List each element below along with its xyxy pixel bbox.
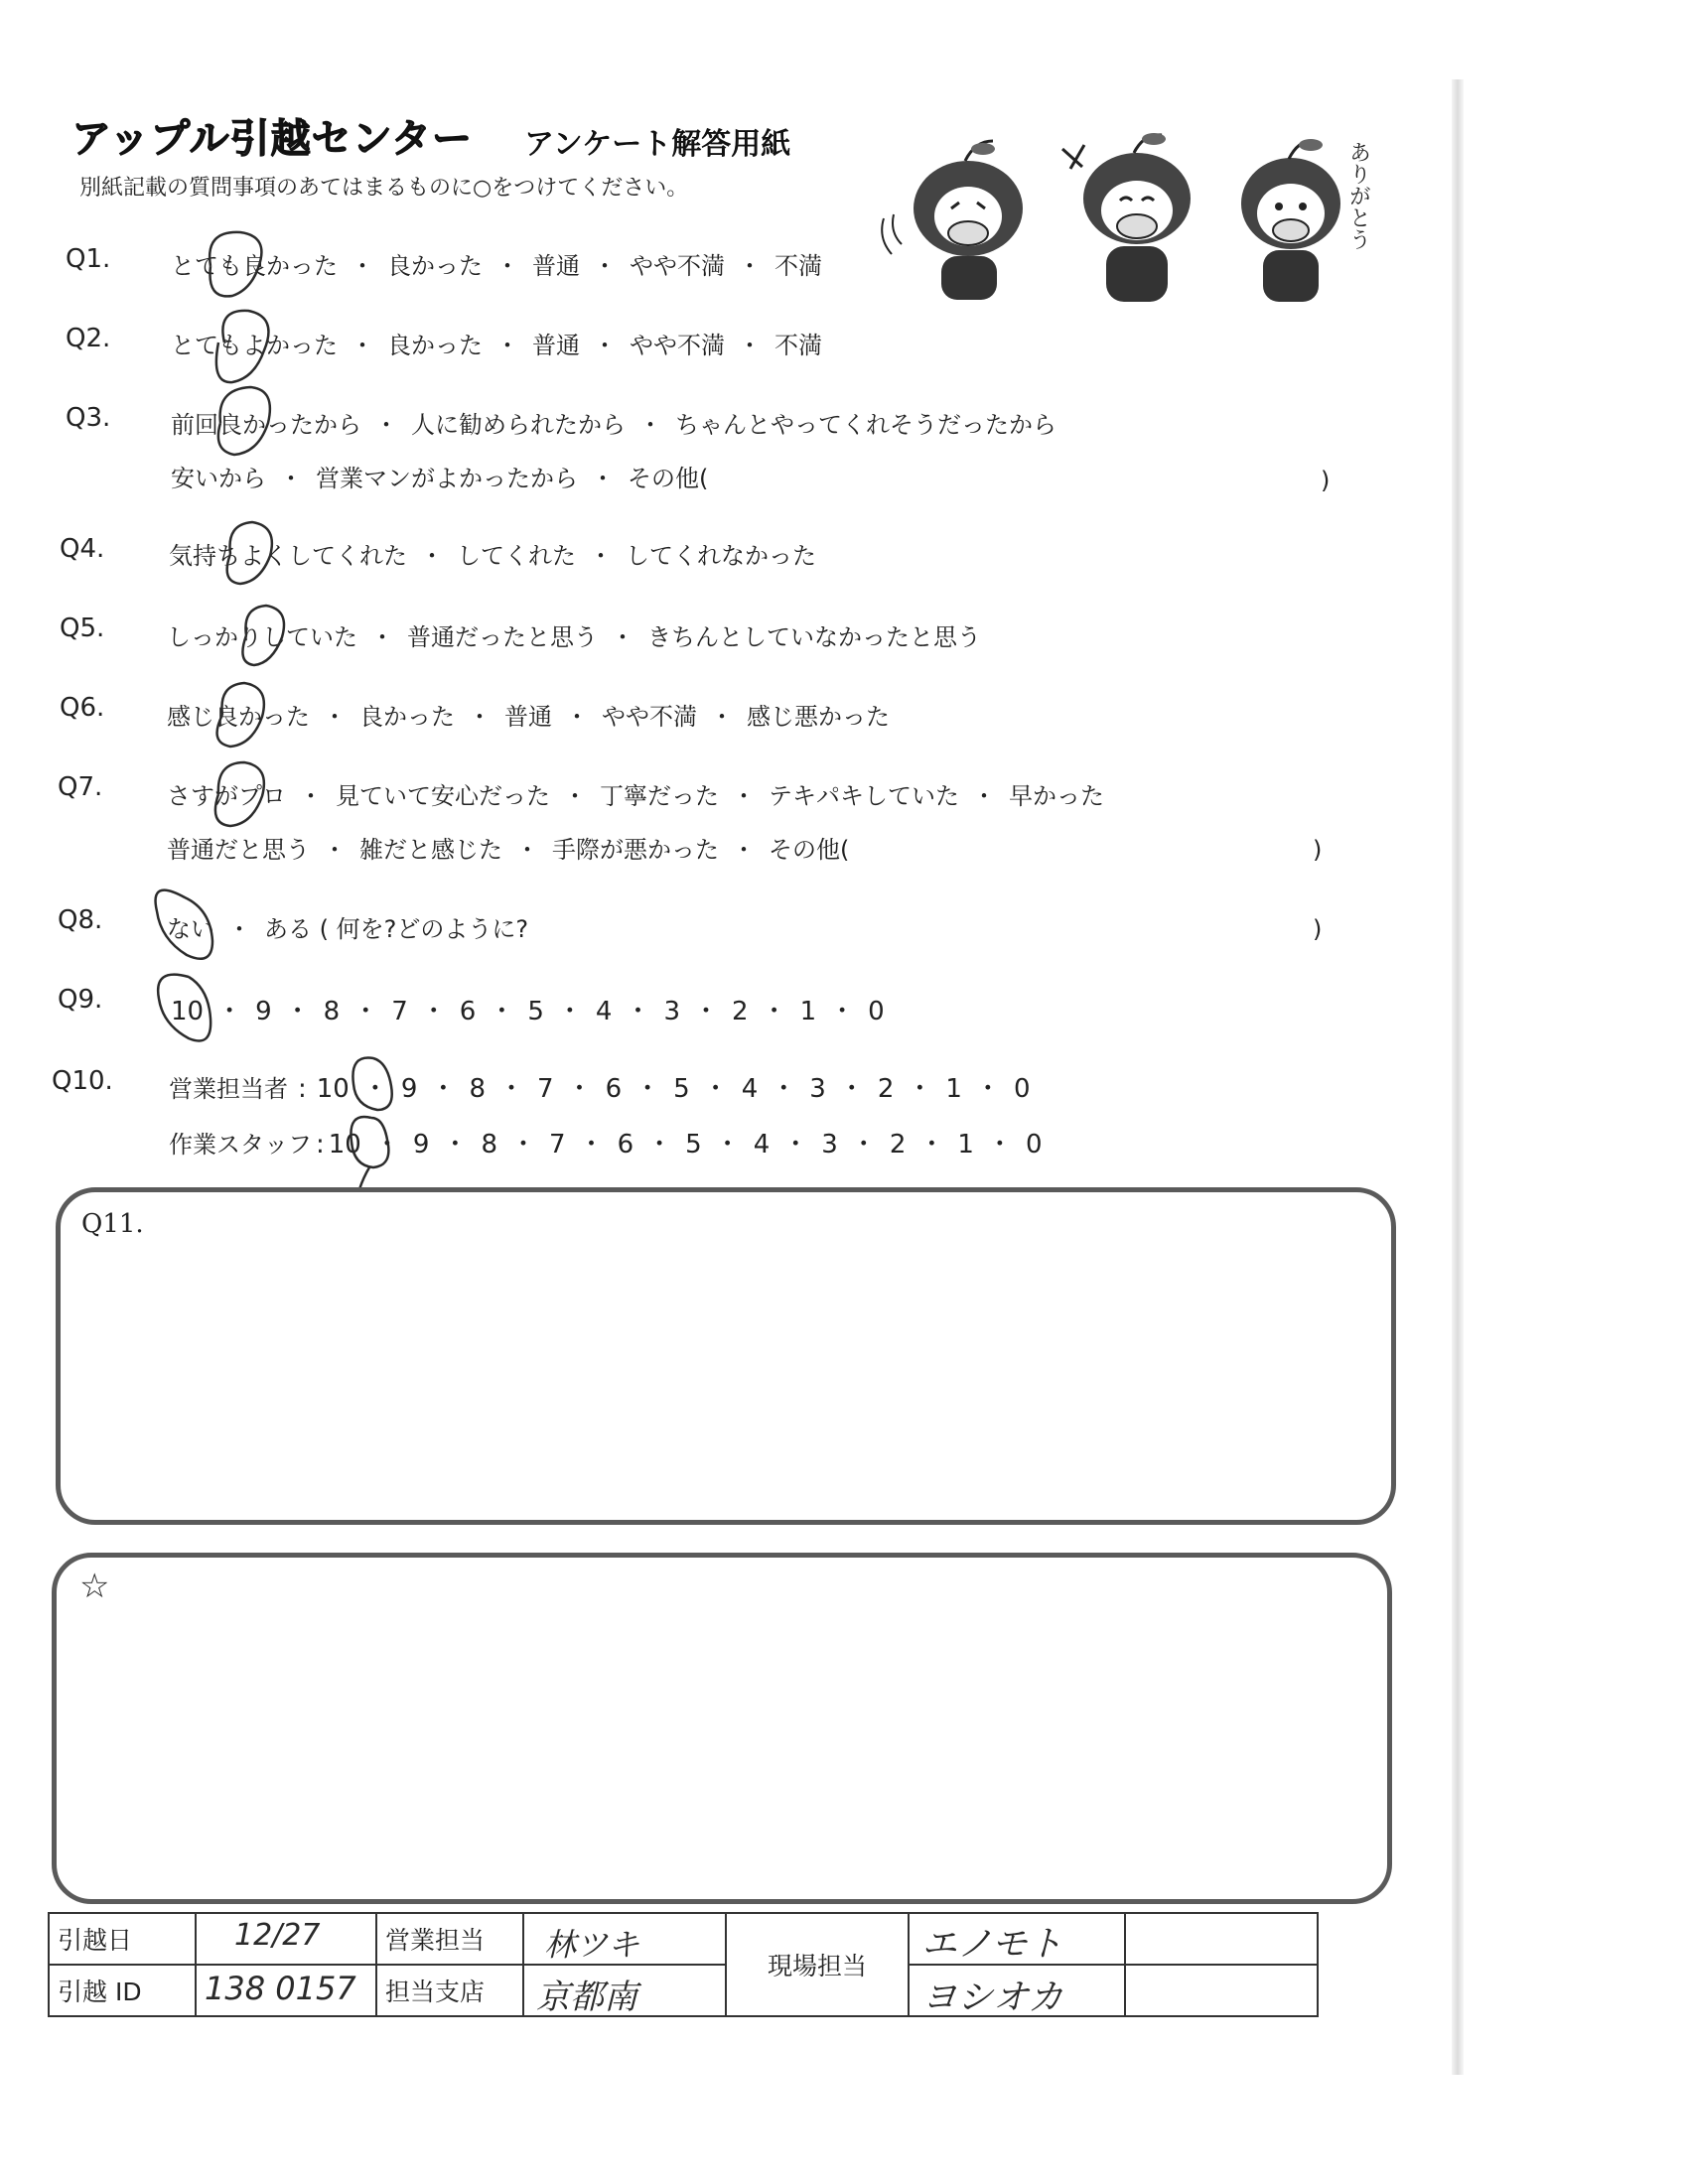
q7-option[interactable]: さすがプロ xyxy=(167,782,286,810)
q7-options-line2: 普通だと思う ・ 雑だと感じた ・ 手際が悪かった ・ その他( xyxy=(167,830,849,865)
q5-options: しっかりしていた ・ 普通だったと思う ・ きちんとしていなかったと思う xyxy=(167,617,981,652)
q11-label: Q11. xyxy=(81,1209,144,1239)
q10-staff-score[interactable]: 3 xyxy=(821,1130,838,1160)
q10-sales-score[interactable]: 8 xyxy=(469,1074,486,1104)
q7-option[interactable]: 普通だと思う xyxy=(167,836,310,864)
move-id-value: 138 0157 xyxy=(205,1970,356,2007)
q7-option[interactable]: 見ていて安心だった xyxy=(336,782,550,810)
q6-options: 感じ良かった ・ 良かった ・ 普通 ・ やや不満 ・ 感じ悪かった xyxy=(167,697,890,732)
q1-option[interactable]: 良かった xyxy=(387,252,483,280)
site-rep-label: 現場担当 xyxy=(726,1913,909,2016)
blank-cell-1 xyxy=(1125,1913,1318,1965)
q5-option[interactable]: きちんとしていなかったと思う xyxy=(647,623,981,651)
page-edge-shadow xyxy=(1452,79,1464,2075)
q9-label: Q9. xyxy=(58,985,103,1015)
move-info-table xyxy=(48,1912,1319,2017)
q2-option[interactable]: とてもよかった xyxy=(171,332,338,359)
q9-score[interactable]: 4 xyxy=(595,997,613,1026)
q10-staff-score[interactable]: 6 xyxy=(617,1130,634,1160)
q9-score[interactable]: 9 xyxy=(255,997,272,1026)
mascot-right xyxy=(1241,139,1340,302)
q9-score[interactable]: 8 xyxy=(323,997,341,1026)
q10-sales-score[interactable]: 7 xyxy=(537,1074,554,1104)
q9-score[interactable]: 10 xyxy=(171,997,205,1026)
q6-option[interactable]: 感じ悪かった xyxy=(747,703,890,731)
q7-options: さすがプロ ・ 見ていて安心だった ・ 丁寧だった ・ テキパキしていた ・ 早かった xyxy=(167,776,1104,811)
q7-option[interactable]: 丁寧だった xyxy=(600,782,719,810)
q1-option[interactable]: 不満 xyxy=(774,252,822,280)
star-label: ☆ xyxy=(79,1567,110,1606)
q10-sales-score[interactable]: 0 xyxy=(1013,1074,1031,1104)
q3-option-other[interactable]: その他( xyxy=(628,465,709,492)
q10-sales-score[interactable]: 10 xyxy=(316,1074,350,1104)
mascot-middle xyxy=(1062,133,1191,302)
q8-label: Q8. xyxy=(58,905,103,935)
q3-options: 前回良かったから ・ 人に勧められたから ・ ちゃんとやってくれそうだったから xyxy=(171,405,1056,440)
q2-option[interactable]: 普通 xyxy=(532,332,580,359)
site-rep-cell-1 xyxy=(909,1913,1125,1965)
q5-label: Q5. xyxy=(60,614,105,643)
q10-sales-score[interactable]: 2 xyxy=(877,1074,895,1104)
move-id-label: 引越 ID xyxy=(49,1965,196,2016)
q2-option[interactable]: 不満 xyxy=(774,332,822,359)
q3-option[interactable]: 安いから xyxy=(171,465,266,492)
q1-option[interactable]: やや不満 xyxy=(630,252,725,280)
q7-option-other[interactable]: その他( xyxy=(769,836,850,864)
q7-option[interactable]: 手際が悪かった xyxy=(552,836,719,864)
mascot-illustration xyxy=(874,119,1390,318)
branch-cell xyxy=(523,1965,726,2016)
q10-row-name: 作業スタッフ xyxy=(169,1131,312,1159)
sales-rep-label: 営業担当 xyxy=(376,1913,523,1965)
q10-staff-score[interactable]: 5 xyxy=(685,1130,702,1160)
q8-option-other[interactable]: ある ( 何を?どのように? xyxy=(264,915,529,943)
q10-row-sales: 営業担当者 : 10 ・ 9 ・ 8 ・ 7 ・ 6 ・ 5 ・ 4 ・ 3 ・ 2 ・ 1 ・ 0 xyxy=(169,1074,1031,1104)
q1-option[interactable]: 普通 xyxy=(532,252,580,280)
q9-score[interactable]: 0 xyxy=(868,997,885,1026)
move-date-label: 引越日 xyxy=(49,1913,196,1965)
q4-option[interactable]: してくれた xyxy=(457,542,576,570)
q10-label: Q10. xyxy=(52,1066,113,1096)
q6-label: Q6. xyxy=(60,693,105,723)
q10-row-staff: 作業スタッフ : 10 ・ 9 ・ 8 ・ 7 ・ 6 ・ 5 ・ 4 ・ 3 ・ 2 ・ 1 ・ 0 xyxy=(169,1130,1043,1160)
q6-option[interactable]: 良かった xyxy=(359,703,455,731)
q2-options: とてもよかった ・ 良かった ・ 普通 ・ やや不満 ・ 不満 xyxy=(171,326,822,360)
q3-option[interactable]: 人に勧められたから xyxy=(411,411,626,439)
q9-score[interactable]: 2 xyxy=(732,997,749,1026)
q10-sales-score[interactable]: 4 xyxy=(741,1074,759,1104)
move-id-cell xyxy=(196,1965,376,2016)
star-comment-box[interactable] xyxy=(52,1553,1392,1904)
q10-staff-score[interactable]: 8 xyxy=(481,1130,497,1160)
q4-option[interactable]: してくれなかった xyxy=(626,542,816,570)
q10-staff-score[interactable]: 0 xyxy=(1025,1130,1043,1160)
q10-row-name: 営業担当者 xyxy=(169,1075,288,1103)
q5-option[interactable]: 普通だったと思う xyxy=(407,623,598,651)
q6-option[interactable]: 普通 xyxy=(504,703,552,731)
mascot-left xyxy=(882,141,1023,300)
site-rep-value-1: エノモト xyxy=(921,1924,1063,1965)
q7-option[interactable]: 早かった xyxy=(1009,782,1104,810)
q4-label: Q4. xyxy=(60,534,105,564)
q8-close-paren: ) xyxy=(1313,915,1323,943)
form-subtitle: アンケート解答用紙 xyxy=(524,127,791,162)
move-date-value: 12/27 xyxy=(234,1918,321,1953)
sales-rep-value: 林ツキ xyxy=(544,1926,640,1964)
q2-option[interactable]: 良かった xyxy=(387,332,483,359)
q6-option[interactable]: やや不満 xyxy=(602,703,697,731)
q3-label: Q3. xyxy=(66,403,111,433)
site-rep-cell-2 xyxy=(909,1965,1125,2016)
q9-score[interactable]: 7 xyxy=(391,997,408,1026)
q3-close-paren: ) xyxy=(1321,467,1331,494)
q10-staff-score[interactable]: 2 xyxy=(889,1130,907,1160)
q4-option[interactable]: 気持ちよくしてくれた xyxy=(169,542,407,570)
q9-score[interactable]: 5 xyxy=(527,997,544,1026)
q10-sales-score[interactable]: 9 xyxy=(400,1074,418,1104)
q5-option[interactable]: しっかりしていた xyxy=(167,623,357,651)
q10-sales-score[interactable]: 5 xyxy=(673,1074,690,1104)
q1-label: Q1. xyxy=(66,244,111,274)
q3-options-line2: 安いから ・ 営業マンがよかったから ・ その他( xyxy=(171,459,708,493)
branch-label: 担当支店 xyxy=(376,1965,523,2016)
site-rep-value-2: ヨシオカ xyxy=(921,1978,1063,2018)
q9-scores: 10 ・ 9 ・ 8 ・ 7 ・ 6 ・ 5 ・ 4 ・ 3 ・ 2 ・ 1 ・ 0 xyxy=(171,997,885,1026)
q9-score[interactable]: 6 xyxy=(459,997,477,1026)
q3-option[interactable]: 前回良かったから xyxy=(171,411,361,439)
q10-staff-score[interactable]: 4 xyxy=(753,1130,771,1160)
company-title: アップル引越センター xyxy=(71,116,473,162)
q7-option[interactable]: 雑だと感じた xyxy=(359,836,502,864)
instruction-text: 別紙記載の質問事項のあてはまるものに○をつけてください。 xyxy=(79,176,689,201)
q2-label: Q2. xyxy=(66,324,111,353)
q4-options: 気持ちよくしてくれた ・ してくれた ・ してくれなかった xyxy=(169,536,816,571)
q10-staff-score[interactable]: 10 xyxy=(328,1130,361,1160)
q1-options: とても良かった ・ 良かった ・ 普通 ・ やや不満 ・ 不満 xyxy=(171,246,822,281)
q10-staff-score[interactable]: 1 xyxy=(957,1130,974,1160)
q10-staff-score[interactable]: 7 xyxy=(549,1130,566,1160)
branch-value: 京都南 xyxy=(536,1978,637,2017)
q3-option[interactable]: 営業マンがよかったから xyxy=(316,465,578,492)
q10-sales-score[interactable]: 3 xyxy=(809,1074,826,1104)
mascot-thanks-text: ありがとう xyxy=(1345,141,1371,250)
q10-staff-score[interactable]: 9 xyxy=(412,1130,430,1160)
sales-rep-cell xyxy=(523,1913,726,1965)
q9-score[interactable]: 3 xyxy=(663,997,681,1026)
move-date-cell xyxy=(196,1913,376,1965)
blank-cell-2 xyxy=(1125,1965,1318,2016)
q6-option[interactable]: 感じ良かった xyxy=(167,703,310,731)
q8-option[interactable]: ない xyxy=(167,915,214,943)
q1-option[interactable]: とても良かった xyxy=(171,252,338,280)
q7-label: Q7. xyxy=(58,772,103,802)
q2-option[interactable]: やや不満 xyxy=(630,332,725,359)
q3-option[interactable]: ちゃんとやってくれそうだったから xyxy=(675,411,1056,439)
q10-sales-score[interactable]: 6 xyxy=(605,1074,623,1104)
q7-option[interactable]: テキパキしていた xyxy=(769,782,959,810)
q9-score[interactable]: 1 xyxy=(799,997,817,1026)
q8-options: ない ・ ある ( 何を?どのように? xyxy=(167,909,528,944)
q7-close-paren: ) xyxy=(1313,836,1323,864)
q10-sales-score[interactable]: 1 xyxy=(945,1074,962,1104)
q11-comment-box[interactable] xyxy=(56,1187,1396,1525)
